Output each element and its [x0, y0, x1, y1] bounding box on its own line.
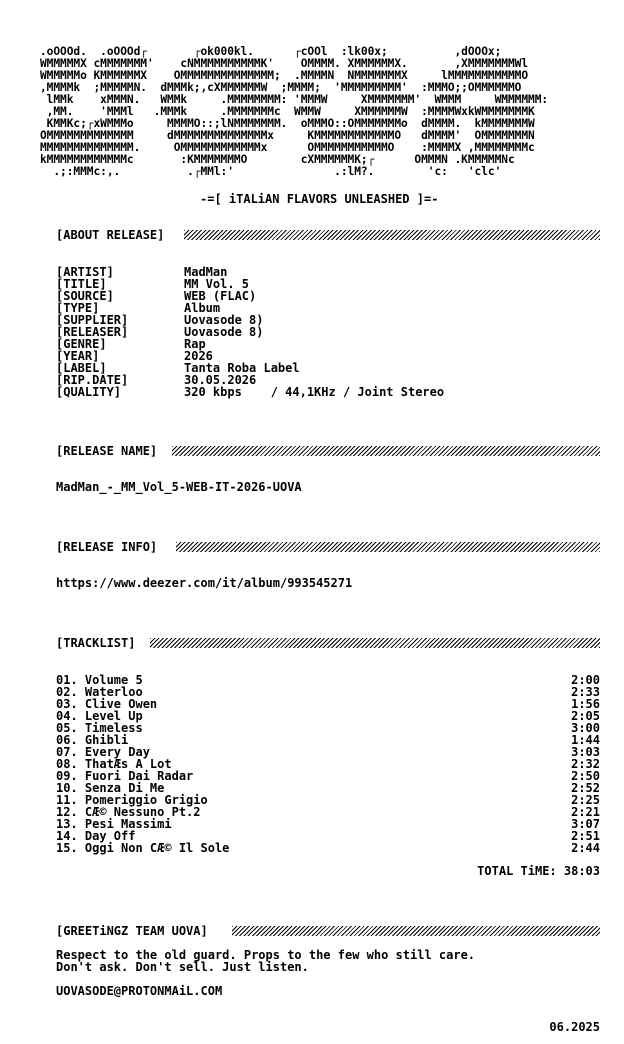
section-title: [RELEASE NAME] — [56, 445, 161, 457]
track-duration: 2:50 — [571, 769, 600, 783]
about-value: Uovasode 8) — [184, 313, 264, 327]
about-value: 30.05.2026 — [184, 373, 257, 387]
track-duration: 2:44 — [571, 841, 600, 855]
section-title: [RELEASE INFO] — [56, 541, 161, 553]
about-row — [56, 289, 516, 301]
track-row — [56, 673, 600, 685]
track-row — [56, 721, 600, 733]
track-duration: 2:21 — [571, 805, 600, 819]
track-duration: 2:52 — [571, 781, 600, 795]
track-duration: 1:56 — [571, 697, 600, 711]
track-title: 11. Pomeriggio Grigio — [56, 793, 208, 807]
about-value: 2026 — [184, 349, 213, 363]
hatch-divider — [172, 446, 600, 456]
section-header-greetings — [56, 925, 600, 937]
section-header-tracklist — [56, 637, 600, 649]
about-row — [56, 373, 516, 385]
about-row — [56, 349, 516, 361]
about-value: 320 kbps / 44,1KHz / Joint Stereo — [184, 385, 445, 399]
about-key: [YEAR] — [56, 349, 100, 363]
section-title: [ABOUT RELEASE] — [56, 229, 168, 241]
about-value: Tanta Roba Label — [184, 361, 300, 375]
hatch-divider — [150, 638, 600, 648]
section-header-release-info — [56, 541, 600, 553]
about-row — [56, 361, 516, 373]
track-row — [56, 829, 600, 841]
track-duration: 3:00 — [571, 721, 600, 735]
track-duration: 2:33 — [571, 685, 600, 699]
about-value: MadMan — [184, 265, 228, 279]
track-row — [56, 757, 600, 769]
hatch-divider — [232, 926, 600, 936]
track-title: 13. Pesi Massimi — [56, 817, 172, 831]
about-key: [SOURCE] — [56, 289, 114, 303]
about-row — [56, 337, 516, 349]
about-key: [LABEL] — [56, 361, 107, 375]
about-key: [ARTIST] — [56, 265, 114, 279]
track-row — [56, 745, 600, 757]
track-duration: 3:03 — [571, 745, 600, 759]
about-key: [GENRE] — [56, 337, 107, 351]
track-duration: 2:05 — [571, 709, 600, 723]
track-title: 02. Waterloo — [56, 685, 143, 699]
track-row — [56, 817, 600, 829]
track-duration: 2:25 — [571, 793, 600, 807]
track-title: 06. Ghibli — [56, 733, 129, 747]
track-row — [56, 685, 600, 697]
contact-email[interactable]: UOVASODE@PROTONMAiL.COM — [56, 984, 223, 998]
track-title: 08. ThatÆs A Lot — [56, 757, 172, 771]
hatch-divider — [176, 542, 600, 552]
release-url-link[interactable]: https://www.deezer.com/it/album/993545271 — [56, 576, 353, 590]
section-title: [TRACKLIST] — [56, 637, 139, 649]
track-row — [56, 793, 600, 805]
track-row — [56, 733, 600, 745]
release-name: MadMan_-_MM_Vol_5-WEB-IT-2026-UOVA — [56, 480, 302, 494]
ascii-logo: .oOOOd. .oOOOd┌ ┌ok000kl. ┌cOOl :lk00x; ,dOOOx; WMMMMMX cMMMMMMM' cNMMMMMMMMMMK' OMMMM. XMMMMMMX. ,XMMMMMMMWl WMMMMMo KMMMMMMX OMMMMMMMMMMMMMM; .MMMMN NMMMMMMMX lMMMMMMMMMMMO ,MMMMk ;MMMMMN. dMMMk;,cXMMMMMMW ;MMMM; 'MMMMMMMMM' :MMMO;;OMMMMMMO lMMk xMMMN. WMMk .MMMMMMMM: 'MMMW XMMMMMMM' WMMM WMMMMMM: ,MM. 'MMMl .MMMk .MMMMMMMc WMMW XMMMMMMW :MMMMWxkWMMMMMMMK KMMKc;┌xWMMMo MMMMO::;lNMMMMMMM. oMMMO::OMMMMMMMo dMMMM. kMMMMMMMW OMMMMMMMMMMMMM dMMMMMMMMMMMMMMx KMMMMMMMMMMMMO dMMMM' OMMMMMMMN MMMMMMMMMMMMMM. OMMMMMMMMMMMMx OMMMMMMMMMMMO :MMMMX ,MMMMMMMMc kMMMMMMMMMMMMc :KMMMMMMMO cXMMMMMMK;┌ OMMMN .KMMMMMNc .;:MMMc:,. .┌MMl:' .:lM?. 'c: 'clc' — [40, 45, 549, 179]
about-value: Album — [184, 301, 221, 315]
about-value: MM Vol. 5 — [184, 277, 250, 291]
tagline: -=[ iTALiAN FLAVORS UNLEASHED ]=- — [200, 192, 439, 206]
about-key: [TITLE] — [56, 277, 107, 291]
about-key: [RIP.DATE] — [56, 373, 129, 387]
section-header-about — [56, 229, 600, 241]
track-title: 03. Clive Owen — [56, 697, 158, 711]
about-value: Rap — [184, 337, 206, 351]
track-title: 09. Fuori Dai Radar — [56, 769, 194, 783]
section-header-release-name — [56, 445, 600, 457]
track-title: 10. Senza Di Me — [56, 781, 165, 795]
about-row — [56, 301, 516, 313]
track-title: 12. CÆ© Nessuno Pt.2 — [56, 805, 201, 819]
section-title: [GREETiNGZ TEAM UOVA] — [56, 925, 212, 937]
track-duration: 2:00 — [571, 673, 600, 687]
track-title: 04. Level Up — [56, 709, 143, 723]
track-row — [56, 841, 600, 853]
track-row — [56, 709, 600, 721]
track-title: 05. Timeless — [56, 721, 143, 735]
about-row — [56, 265, 516, 277]
track-row — [56, 697, 600, 709]
about-key: [SUPPLIER] — [56, 313, 129, 327]
track-duration: 2:32 — [571, 757, 600, 771]
about-row — [56, 277, 516, 289]
hatch-divider — [184, 230, 600, 240]
track-row — [56, 769, 600, 781]
about-value: WEB (FLAC) — [184, 289, 257, 303]
track-row — [56, 805, 600, 817]
greeting-line-2: Don't ask. Don't sell. Just listen. — [56, 960, 309, 974]
track-row — [56, 781, 600, 793]
greeting-line-1: Respect to the old guard. Props to the few who still care. — [56, 948, 476, 962]
footer-date: 06.2025 — [549, 1020, 600, 1034]
about-key: [TYPE] — [56, 301, 100, 315]
total-time: TOTAL TiME: 38:03 — [477, 864, 600, 878]
track-duration: 2:51 — [571, 829, 600, 843]
about-key: [RELEASER] — [56, 325, 129, 339]
about-value: Uovasode 8) — [184, 325, 264, 339]
track-title: 01. Volume 5 — [56, 673, 143, 687]
track-title: 07. Every Day — [56, 745, 150, 759]
about-row — [56, 385, 516, 397]
about-key: [QUALITY] — [56, 385, 122, 399]
track-title: 14. Day Off — [56, 829, 136, 843]
about-row — [56, 325, 516, 337]
track-title: 15. Oggi Non CÆ© Il Sole — [56, 841, 230, 855]
track-duration: 1:44 — [571, 733, 600, 747]
track-duration: 3:07 — [571, 817, 600, 831]
about-row — [56, 313, 516, 325]
